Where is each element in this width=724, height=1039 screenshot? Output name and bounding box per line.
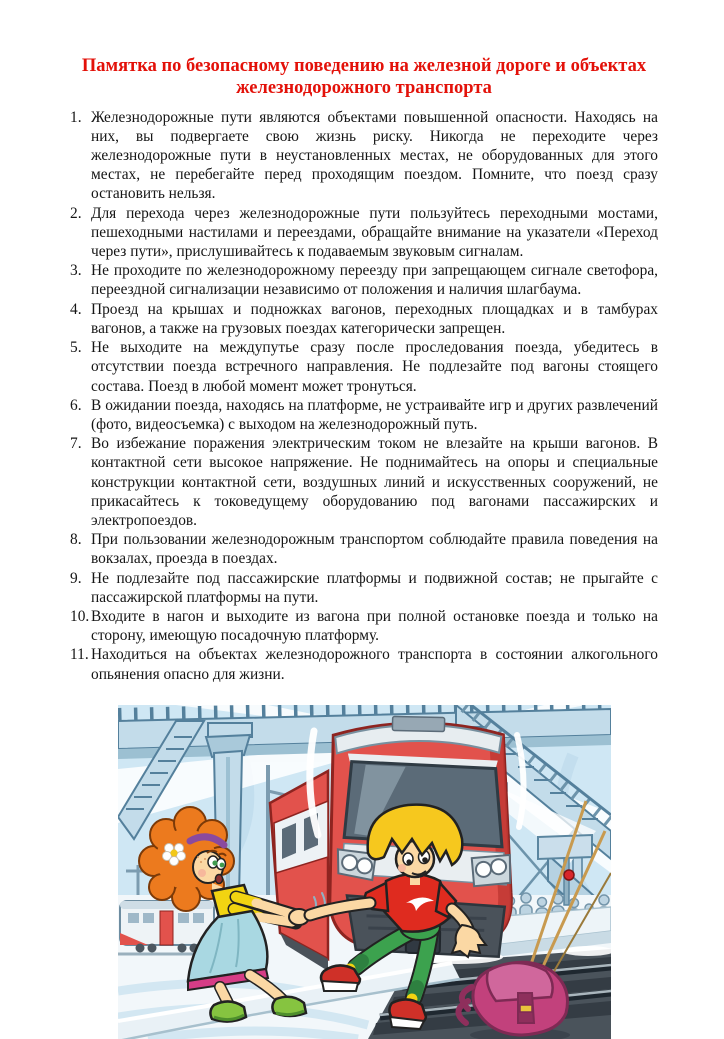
title-line-2: железнодорожного транспорта [236, 77, 492, 98]
rule-item-9: Не подлезайте под пассажирские платформы и подвижной состав; не прыгайте с пассажирской платформы на пути. [91, 569, 658, 606]
rule-item-10: Входите в нагон и выходите из вагона при полной остановке поезда и только на сторону, имеющую посадочную платформу. [91, 607, 658, 645]
rule-item-6: В ожидании поезда, находясь на платформе, не устраивайте игр и других развлечений (фото, видеосъемка) с выходом на железнодорожный путь. [91, 396, 658, 433]
rule-item-11: Находиться на объектах железнодорожного транспорта в состоянии алкогольного опьянения опасно для жизни. [91, 646, 658, 683]
rule-item-1: Железнодорожные пути являются объектами повышенной опасности. Находясь на них, вы подвергаете свою жизнь риску. Никогда не переходите через железнодорожные пути в неустановленных местах, не оборудованных для этого местах, не перебегайте перед проходящим поездом. Помните, что поезд сразу остановить нельзя. [91, 108, 658, 203]
rule-item-4: Проезд на крышах и подножках вагонов, переходных площадках и в тамбурах вагонов, а также на грузовых поездах категорически запрещен. [91, 300, 658, 337]
rule-item-3: Не проходите по железнодорожному переезду при запрещающем сигнале светофора, переездной сигнализации независимо от положения и наличия шлагбаума. [91, 262, 658, 299]
page-title [70, 56, 658, 100]
rule-item-5: Не выходите на междупутье сразу после проследования поезда, убедитесь в отсутствии поезда встречного направления. Не подлезайте под вагоны стоящего состава. Поезд в любой момент может тронуться. [91, 339, 658, 395]
rule-item-7: Во избежание поражения электрическим током не влезайте на крыши вагонов. В контактной сети высокое напряжение. Не поднимайтесь на опоры и специальные конструкции контактной сети, воздушных линий и искусственных сооружений, не прикасайтесь к токоведущему оборудованию под вагонами пассажирских и электропоездов. [91, 435, 658, 529]
rule-item-2: Для перехода через железнодорожные пути пользуйтесь переходными мостами, пешеходными настилами и переездами, обращайте внимание на указатели «Переход через пути», прислушивайтесь к подаваемым звуковым сигналам. [91, 204, 658, 261]
railway-safety-illustration [118, 705, 611, 1039]
rule-item-8: При пользовании железнодорожным транспортом соблюдайте правила поведения на вокзалах, проезда в поездах. [91, 531, 658, 568]
illustration-figure [118, 705, 611, 1039]
safety-rules-list [70, 108, 658, 684]
title-line-1: Памятка по безопасному поведению на железной дороге и объектах [81, 56, 647, 76]
